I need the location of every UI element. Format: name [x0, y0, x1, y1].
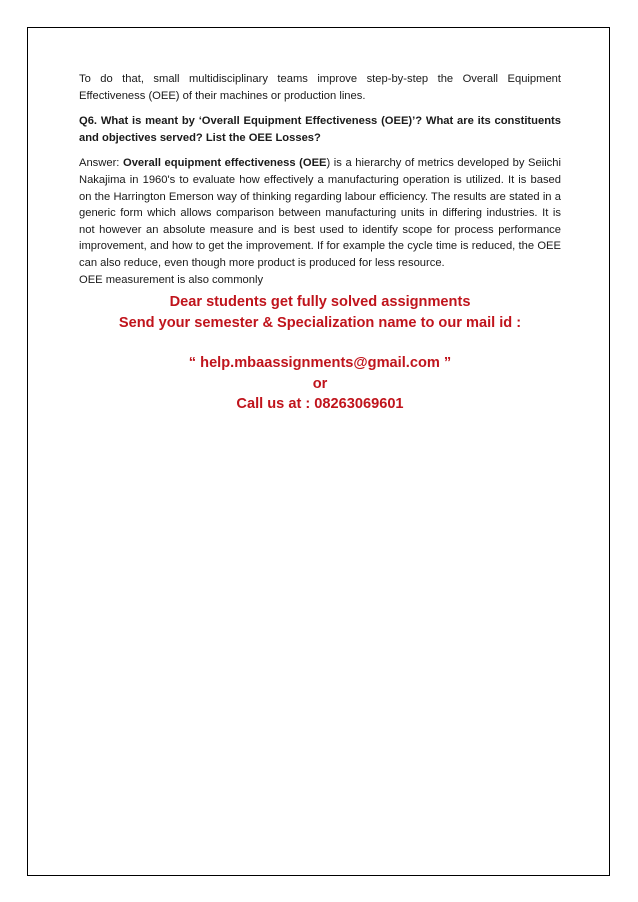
answer-body: ) is a hierarchy of metrics developed by Seiichi Nakajima in 1960's to evaluate how effectively a manufacturing operation is utilized. It is based on the Harrington Emerson way of thinking regarding labour efficiency. The results are stated in a generic form which allows comparison between manufacturing units in differing industries. It is not however an absolute measure and is best used to identify scope for process performance improvement, and how to get the improvement. If for example the cycle time is reduced, the OEE can also reduce, even though more product is produced for less resource.: [79, 157, 561, 269]
answer-term: Overall equipment effectiveness (OEE: [123, 157, 327, 170]
answer-cut-line: OEE measurement is also commonly: [79, 273, 264, 286]
answer-prefix: Answer:: [79, 157, 123, 170]
document-body: [79, 71, 561, 415]
promo-line-2: Send your semester & Specialization name to our mail id :: [118, 314, 522, 331]
intro-paragraph: To do that, small multidisciplinary teams improve step-by-step the Overall Equipment Effectiveness (OEE) of their machines or production lines.: [79, 73, 561, 102]
promo-phone[interactable]: Call us at : 08263069601: [236, 396, 404, 413]
promo-spacer: [79, 333, 561, 353]
question-heading: Q6. What is meant by ‘Overall Equipment Effectiveness (OEE)’? What are its constituents and objectives served? List the OEE Losses?: [79, 115, 561, 144]
answer-paragraph: [79, 155, 561, 271]
promo-email[interactable]: “ help.mbaassignments@gmail.com ”: [188, 355, 452, 372]
promo-line-1: Dear students get fully solved assignments: [169, 294, 471, 311]
promo-or: or: [312, 375, 328, 392]
promo-block: [79, 292, 561, 415]
